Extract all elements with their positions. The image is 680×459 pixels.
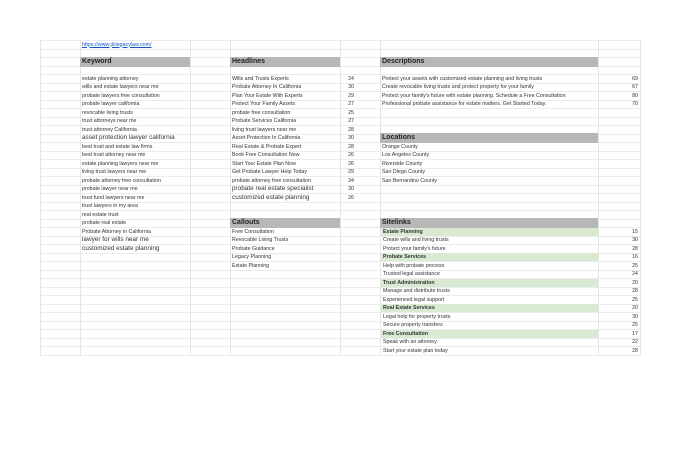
sitelink-char-count[interactable]: 30	[632, 313, 638, 320]
column-line	[640, 40, 641, 355]
description-cell[interactable]: Protect your assets with customized estate planning and living trusts	[382, 75, 543, 82]
headline-cell[interactable]: Protect Your Family Assets	[232, 101, 296, 107]
headline-char-count[interactable]: 29	[348, 92, 354, 99]
headlines-header: Headlines	[230, 57, 340, 67]
keyword-cell[interactable]: probate lawyers free consultation	[82, 92, 160, 99]
callout-cell[interactable]: Probate Guidance	[232, 245, 275, 252]
sitelink-char-count[interactable]: 20	[632, 305, 638, 311]
keyword-cell[interactable]: estate planning lawyers near me	[82, 160, 159, 167]
keyword-cell[interactable]: estate planning attorney	[82, 75, 139, 82]
description-char-count[interactable]: 80	[632, 92, 638, 99]
sitelink-cell[interactable]: Probate Services	[383, 254, 426, 260]
keyword-cell[interactable]: probate lawyer near me	[82, 186, 138, 192]
headline-char-count[interactable]: 30	[348, 84, 354, 90]
keyword-cell[interactable]: asset protection lawyer california	[82, 134, 175, 141]
headline-cell[interactable]: probate real estate specialist	[232, 185, 314, 192]
headline-cell[interactable]: Probate Attorney In California	[232, 84, 302, 90]
headline-char-count[interactable]: 30	[348, 186, 354, 192]
callouts-header: Callouts	[230, 218, 340, 228]
keyword-cell[interactable]: trust attorneys near me	[82, 118, 137, 124]
headline-cell[interactable]: Get Probate Lawyer Help Today	[232, 169, 307, 175]
headline-cell[interactable]: Plan Your Estate With Experts	[232, 92, 303, 99]
column-line	[230, 40, 231, 355]
keyword-cell[interactable]: best trust and estate law firms	[82, 143, 153, 150]
keyword-cell[interactable]: probate attorney free consultation	[82, 177, 161, 184]
headline-char-count[interactable]: 25	[348, 109, 354, 116]
sitelink-cell[interactable]: Free Consultation	[383, 330, 429, 337]
headline-cell[interactable]: living trust lawyers near me	[232, 126, 297, 133]
sitelink-char-count[interactable]: 25	[632, 296, 638, 303]
sitelink-char-count[interactable]: 28	[632, 288, 638, 294]
column-line	[190, 40, 191, 355]
headline-cell[interactable]: Real Estate & Probate Expert	[232, 143, 302, 150]
location-cell[interactable]: San Bernardino County	[382, 177, 438, 184]
sitelink-cell[interactable]: Help with probate process	[383, 262, 445, 269]
headline-cell[interactable]: Wills and Trusts Experts	[232, 75, 289, 82]
location-cell[interactable]: San Diego County	[382, 169, 425, 175]
sitelink-cell[interactable]: Trusted legal assistance	[383, 271, 440, 277]
headline-char-count[interactable]: 26	[348, 160, 354, 167]
keyword-cell[interactable]: revocable living trusts	[82, 109, 133, 116]
sitelink-char-count[interactable]: 24	[632, 271, 638, 277]
keyword-cell[interactable]: probate lawyer california	[82, 101, 140, 107]
descriptions-header: Descriptions	[380, 57, 598, 67]
callout-cell[interactable]: Estate Planning	[232, 262, 270, 269]
keyword-cell[interactable]: best trust attorney near me	[82, 152, 146, 158]
column-line	[40, 40, 41, 355]
sitelink-char-count[interactable]: 30	[632, 237, 638, 243]
headline-cell[interactable]: Book Free Consultation Now	[232, 152, 300, 158]
sitelink-char-count[interactable]: 25	[632, 322, 638, 328]
headline-cell[interactable]: Probate Services California	[232, 118, 297, 124]
sitelink-char-count[interactable]: 22	[632, 339, 638, 345]
sitelink-char-count[interactable]: 16	[632, 254, 638, 260]
keyword-cell[interactable]: trust lawyers in my area	[82, 203, 138, 209]
keyword-cell[interactable]: trust attorney California	[82, 126, 137, 133]
sitelink-cell[interactable]: Start your estate plan today	[383, 347, 448, 354]
sitelink-cell[interactable]: Experienced legal support	[383, 296, 445, 303]
headline-char-count[interactable]: 27	[348, 118, 354, 124]
headline-cell[interactable]: Start Your Estate Plan Now	[232, 160, 296, 167]
location-cell[interactable]: Los Angeles County	[382, 152, 430, 158]
keyword-cell[interactable]: probate real estate	[82, 220, 127, 226]
headline-char-count[interactable]: 34	[348, 177, 354, 184]
keyword-cell[interactable]: Probate Attorney in California	[82, 228, 151, 235]
description-cell[interactable]: Create revocable living trusts and protect property for your family	[382, 84, 534, 90]
keyword-cell[interactable]: lawyer for wills near me	[82, 236, 149, 243]
sitelink-cell[interactable]: Create wills and living trusts	[383, 237, 449, 243]
keyword-cell[interactable]: real estate trust	[82, 211, 119, 218]
sitelink-cell[interactable]: Real Estate Services	[383, 305, 435, 311]
sitelink-cell[interactable]: Protect your family's future	[383, 245, 446, 252]
sitelink-char-count[interactable]: 20	[632, 279, 638, 286]
keyword-cell[interactable]: wills and estate lawyers near me	[82, 84, 159, 90]
description-cell[interactable]: Protect your family's future with estate planning. Schedule a Free Consultation	[382, 92, 566, 99]
callout-cell[interactable]: Legacy Planning	[232, 254, 272, 260]
sitelink-cell[interactable]: Legal help for property trusts	[383, 313, 451, 320]
headline-char-count[interactable]: 24	[348, 75, 354, 82]
keyword-cell[interactable]: trust fund lawyers near me	[82, 194, 145, 201]
sitelink-char-count[interactable]: 25	[632, 262, 638, 269]
headline-char-count[interactable]: 27	[348, 101, 354, 107]
keyword-header: Keyword	[80, 57, 190, 67]
headline-char-count[interactable]: 29	[348, 169, 354, 175]
description-char-count[interactable]: 69	[632, 75, 638, 82]
url-link[interactable]: https://www.jlclegacylaw.com/	[82, 41, 152, 48]
sitelink-char-count[interactable]: 17	[632, 330, 638, 337]
headline-char-count[interactable]: 26	[348, 152, 354, 158]
locations-header: Locations	[380, 133, 598, 143]
sitelink-cell[interactable]: Secure property transfers	[383, 322, 443, 328]
headline-char-count[interactable]: 26	[348, 194, 354, 201]
description-char-count[interactable]: 70	[632, 101, 638, 107]
sitelink-cell[interactable]: Trust Administration	[383, 279, 435, 286]
description-cell[interactable]: Professional probate assistance for estate matters. Get Started Today.	[382, 101, 547, 107]
headline-char-count[interactable]: 30	[348, 135, 354, 141]
sitelink-char-count[interactable]: 28	[632, 347, 638, 354]
sitelink-cell[interactable]: Speak with an attorney	[383, 339, 437, 345]
headline-cell[interactable]: probate attorney free consultation	[232, 177, 311, 184]
headline-cell[interactable]: Asset Protection In California	[232, 135, 301, 141]
sitelink-char-count[interactable]: 15	[632, 228, 638, 235]
sitelink-char-count[interactable]: 28	[632, 245, 638, 252]
location-cell[interactable]: Riverside County	[382, 160, 423, 167]
callout-cell[interactable]: Revocable Living Trusts	[232, 237, 289, 243]
keyword-cell[interactable]: customized estate planning	[82, 244, 160, 252]
headline-char-count[interactable]: 28	[348, 126, 354, 133]
headline-cell[interactable]: probate free consultation	[232, 109, 291, 116]
location-cell[interactable]: Orange County	[382, 143, 418, 150]
callout-cell[interactable]: Free Consultation	[232, 228, 274, 235]
headline-cell[interactable]: customized estate planning	[232, 193, 310, 201]
keyword-cell[interactable]: living trust lawyers near me	[82, 169, 147, 175]
column-line	[80, 40, 81, 355]
sitelink-cell[interactable]: Estate Planning	[383, 228, 423, 235]
description-char-count[interactable]: 67	[632, 84, 638, 90]
headline-char-count[interactable]: 28	[348, 143, 354, 150]
sitelinks-header: Sitelinks	[380, 218, 598, 228]
sitelink-cell[interactable]: Manage and distribute trusts	[383, 288, 450, 294]
